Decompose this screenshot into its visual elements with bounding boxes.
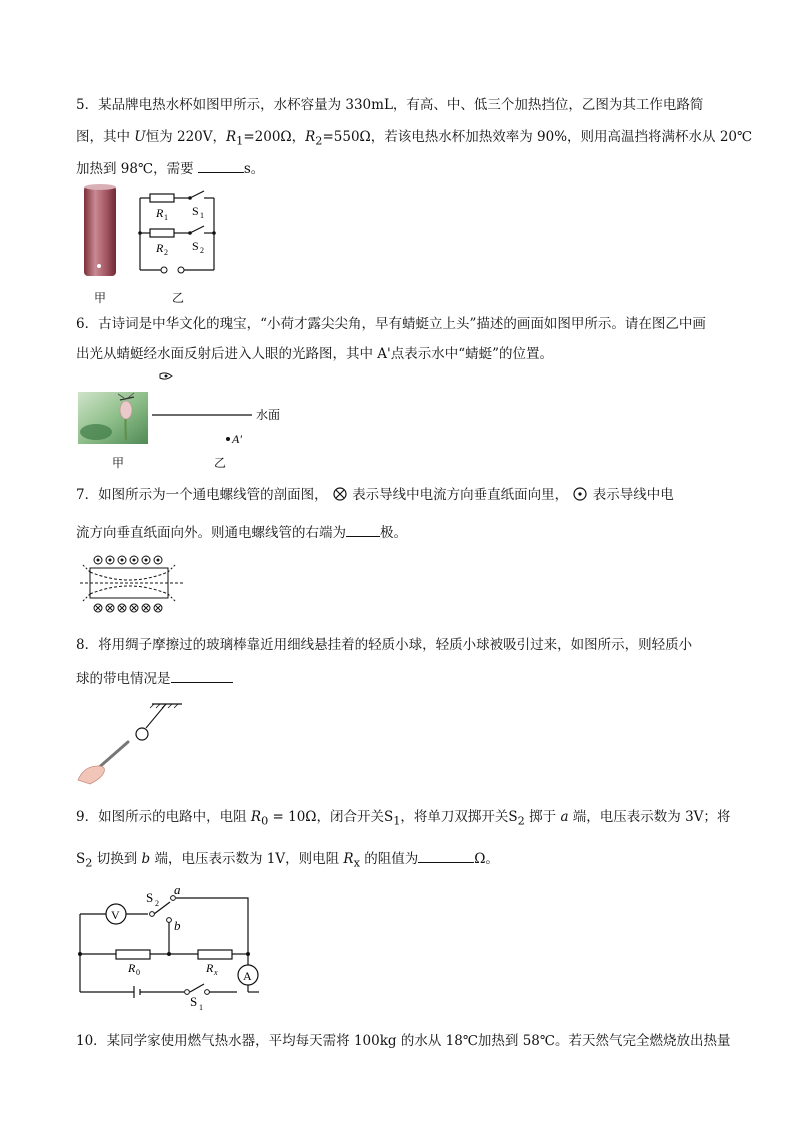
svg-text:A′: A′ [232,432,242,446]
answer-blank[interactable] [346,522,380,537]
image-point [226,437,230,441]
svg-text:x: x [214,968,218,977]
answer-blank[interactable] [171,668,233,683]
svg-text:A: A [243,969,252,983]
svg-text:V: V [111,908,120,922]
svg-text:S: S [192,239,199,253]
q5-line-1: 5．某品牌电热水杯如图甲所示，水杯容量为 330mL，有高、中、低三个加热挡位，乙图为其工作电路简 [76,97,704,113]
svg-text:2: 2 [200,246,204,255]
cup-image [84,184,116,276]
q6-line-2: 出光从蜻蜓经水面反射后进入人眼的光路图，其中 A'点表示水中“蜻蜓”的位置。 [76,346,554,362]
q7-line-2: 流方向垂直纸面向外。则通电螺线管的右端为 极。 [76,522,407,542]
q9-line-2: $S_2$ 切换到 b 端，电压表示数为 1V，则电阻 $R_x$ 的阻值为 Ω。 [76,848,499,873]
solenoid-figure [76,552,196,618]
hand-icon [78,766,104,784]
caption-jia: 甲 [94,291,107,305]
q9-line-1: 9．如图所示的电路中，电阻 $R_0 = 10\Omega$，闭合开关$S_1$，将单刀双掷开关$S_2$ 掷于 a 端，电压表示数为 3V；将 [76,809,731,828]
q5-figure [76,182,256,304]
svg-text:2: 2 [155,899,159,908]
answer-blank[interactable] [418,848,474,863]
svg-text:S: S [192,204,199,218]
q9-circuit-figure [76,880,276,1014]
svg-text:S: S [190,994,198,1009]
caption-yi-q6: 乙 [214,456,227,470]
svg-text:1: 1 [164,213,168,222]
svg-text:S: S [146,890,154,905]
q6-line-1: 6．古诗词是中华文化的瑰宝，“小荷才露尖尖角，早有蜻蜓立上头”描述的画面如图甲所示。请在图乙中画 [76,316,706,332]
q10-line-1: 10．某同学家使用燃气热水器，平均每天需将 100kg 的水从 18℃加热到 58℃。若天然气完全燃烧放出热量 [76,1033,731,1049]
svg-text:R: R [156,241,164,255]
svg-text:R: R [156,206,164,220]
caption-yi: 乙 [172,291,185,305]
q5-circuit [140,191,214,270]
current-into-page-icon [332,487,348,501]
resistor-r0 [116,950,150,959]
q8-line-1: 8．将用绸子摩擦过的玻璃棒靠近用细线悬挂着的轻质小球，轻质小球被吸引过来，如图所示，则轻质小 [76,637,693,653]
svg-text:R: R [206,961,214,975]
svg-text:0: 0 [136,968,140,977]
dragonfly-photo [78,392,148,444]
answer-blank[interactable] [198,158,244,173]
pendulum-figure [76,700,216,788]
svg-text:1: 1 [200,211,204,220]
q5-line-3: 加热到 98℃，需要 s。 [76,158,264,178]
glass-rod [96,742,128,770]
svg-text:水面: 水面 [256,408,281,422]
current-out-of-page-icon [572,487,588,501]
resistor-rx [198,950,232,959]
svg-text:2: 2 [164,248,168,257]
q6-figure [76,370,296,454]
svg-text:1: 1 [199,1003,203,1012]
svg-text:a: a [174,882,181,897]
resistor-r1 [150,194,174,202]
q7-line-1: 7．如图所示为一个通电螺线管的剖面图， 表示导线中电流方向垂直纸面向里， 表示导线中电 [76,487,674,503]
resistor-r2 [150,229,174,237]
eye-icon [160,373,172,379]
light-ball [136,728,148,740]
svg-text:b: b [174,918,181,933]
svg-text:R: R [128,961,136,975]
caption-jia-q6: 甲 [112,456,125,470]
q5-line-2: 图，其中 U恒为 220V，$R_1=200\Omega$，$R_2=550\Omega$，若该电热水杯加热效率为 90%，则用高温挡将满杯水从 20℃ [76,129,753,148]
q8-line-2: 球的带电情况是 [76,668,233,688]
